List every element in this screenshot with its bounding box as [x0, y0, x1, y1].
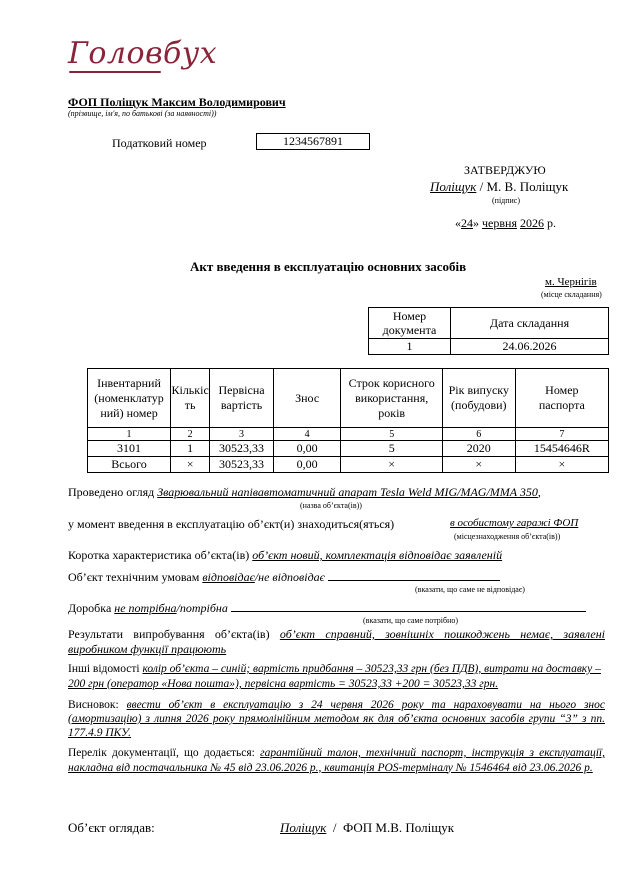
- short-line: Коротка характеристика об’єкта(ів) об’єкт новий, комплектація відповідає заявленій: [68, 548, 503, 562]
- column-number-cell: 4: [273, 428, 341, 441]
- column-number-cell: 3: [210, 428, 274, 441]
- company-caption: (прізвище, ім'я, по батькові (за наявності)): [68, 109, 217, 118]
- approval-month: червня: [482, 216, 517, 230]
- column-number-cell: 1: [88, 428, 171, 441]
- act-title: Акт введення в експлуатацію основних засобів: [190, 259, 467, 274]
- total-cell: ×: [442, 457, 515, 473]
- table-header-cell: Кількіс ть: [171, 369, 210, 428]
- inspected-label: Об’єкт оглядав:: [68, 820, 155, 835]
- rework-line: Доробка не потрібна/потрібна: [68, 601, 605, 616]
- signature-caption: (підпис): [492, 196, 521, 205]
- conclusion-value: ввести об’єкт в експлуатацію з 24 червня 2026 року та нараховувати на нього знос (амортизацію) з липня 2026 року прямолінійним методом як для об’єкта основних засобів групи “3” з пп. 177.4.9 ПКУ.: [68, 699, 605, 739]
- assets-table: [87, 368, 609, 473]
- table-cell: 2020: [442, 441, 515, 457]
- inspected-signature-line: Поліщук / ФОП М.В. Поліщук: [280, 820, 455, 835]
- doc-table: [368, 307, 609, 355]
- location-value: в особистому гаражі ФОП: [450, 517, 579, 529]
- inspected-name: ФОП М.В. Поліщук: [342, 820, 455, 835]
- table-header-cell: Рік випуску (побудови): [442, 369, 515, 428]
- table-cell: 1: [171, 441, 210, 457]
- approval-year: 2026: [519, 216, 544, 230]
- inspection-caption: (назва об’єкта(ів)): [300, 501, 362, 510]
- inspection-value: Зварювальний напівавтоматичний апарат Tesla Weld MIG/MAG/MMA 350: [157, 485, 538, 499]
- table-cell: 15454646R: [515, 441, 608, 457]
- location-line: у момент введення в експлуатацію об’єкт(и) знаходиться(яться): [68, 517, 395, 531]
- table-cell: 0,00: [273, 441, 341, 457]
- results-line: Результати випробування об’єкта(ів) об’єкт справний, зовнішніх пошкоджень немає, заявлені виробником функції працюють: [68, 627, 606, 656]
- approval-day: 24: [461, 216, 473, 230]
- other-value: колір об’єкта – синій; вартість придбання – 30523,33 грн (без ПДВ), витрати на доставку – 200 грн (оператор «Нова пошта»), первісна вартість = 30523,33 +200 = 30523,33 грн.: [68, 663, 601, 690]
- other-line: Інші відомості колір об’єкта – синій; вартість придбання – 30523,33 грн (без ПДВ), витрати на доставку – 200 грн (оператор «Нова пошта»), первісна вартість = 30523,33 +200 = 30523,33 грн.: [68, 663, 601, 690]
- docs-value: гарантійний талон, технічний паспорт, інструкція з експлуатації, накладна від постачальника № 45 від 23.06.2026 р., квитанція POS-терміналу № 1546464 від 23.06.2026 р.: [68, 747, 605, 774]
- table-cell: 5: [341, 441, 442, 457]
- tax-number-box: 1234567891: [256, 133, 370, 150]
- rework-caption: (вказати, що саме потрібно): [363, 616, 459, 625]
- tax-label: Податковий номер: [112, 136, 207, 150]
- rework-value: не потрібна: [114, 601, 177, 615]
- location-caption: (місцезнаходження об’єкта(ів)): [454, 532, 561, 541]
- table-header-cell: Знос: [273, 369, 341, 428]
- total-cell: Всього: [88, 457, 171, 473]
- doc-number-header: Номер документа: [369, 308, 451, 339]
- act-place: м. Чернігів: [545, 276, 597, 288]
- table-header-cell: Строк корисного використання, років: [341, 369, 442, 428]
- column-number-cell: 2: [171, 428, 210, 441]
- total-cell: ×: [341, 457, 442, 473]
- total-cell: 30523,33: [210, 457, 274, 473]
- inspection-line: Проведено огляд Зварювальний напівавтоматичний апарат Tesla Weld MIG/MAG/MMA 350,: [68, 485, 541, 499]
- table-header-cell: Номер паспорта: [515, 369, 608, 428]
- doc-date-header: Дата складання: [451, 308, 609, 339]
- tech-line: Об’єкт технічним умовам відповідає/не відповідає: [68, 570, 605, 585]
- table-header-cell: Інвентарний (номенклатур ний) номер: [88, 369, 171, 428]
- docs-line: Перелік документації, що додається: гарантійний талон, технічний паспорт, інструкція з експлуатації, накладна від постачальника № 45 від 23.06.2026 р., квитанція POS-терміналу № 1546464 від 23.06.2026 р.: [68, 747, 605, 774]
- table-header-cell: Первісна вартість: [210, 369, 274, 428]
- table-cell: 30523,33: [210, 441, 274, 457]
- approval-signer: М. В. Поліщук: [486, 179, 569, 194]
- company-name: ФОП Поліщук Максим Володимирович: [68, 95, 286, 109]
- logo-underline: [69, 71, 161, 73]
- tech-value: відповідає: [202, 570, 255, 584]
- conclusion-line: Висновок: ввести об’єкт в експлуатацію з 24 червня 2026 року та нараховувати на нього знос (амортизацію) з липня 2026 року прямолінійним методом як для об’єкта основних засобів групи “3” з пп. 177.4.9 ПКУ.: [68, 699, 605, 739]
- short-value: об’єкт новий, комплектація відповідає заявленій: [252, 548, 503, 562]
- approval-signature-line: Поліщук / М. В. Поліщук: [430, 179, 569, 194]
- total-cell: 0,00: [273, 457, 341, 473]
- doc-date-value: 24.06.2026: [451, 339, 609, 355]
- tech-caption: (вказати, що саме не відповідає): [415, 585, 525, 594]
- column-number-cell: 6: [442, 428, 515, 441]
- logo: Головбух: [68, 36, 218, 71]
- column-number-cell: 5: [341, 428, 442, 441]
- approval-signature: Поліщук: [430, 179, 477, 194]
- total-cell: ×: [515, 457, 608, 473]
- results-value: об’єкт справний, зовнішніх пошкоджень немає, заявлені виробником функції працюють: [68, 627, 606, 656]
- place-caption: (місце складання): [541, 290, 602, 299]
- column-number-cell: 7: [515, 428, 608, 441]
- table-cell: 3101: [88, 441, 171, 457]
- approval-title: ЗАТВЕРДЖУЮ: [464, 163, 546, 177]
- inspected-signature: Поліщук: [280, 820, 327, 835]
- total-cell: ×: [171, 457, 210, 473]
- approval-date: «24» червня 2026 р.: [455, 216, 556, 230]
- doc-number-value: 1: [369, 339, 451, 355]
